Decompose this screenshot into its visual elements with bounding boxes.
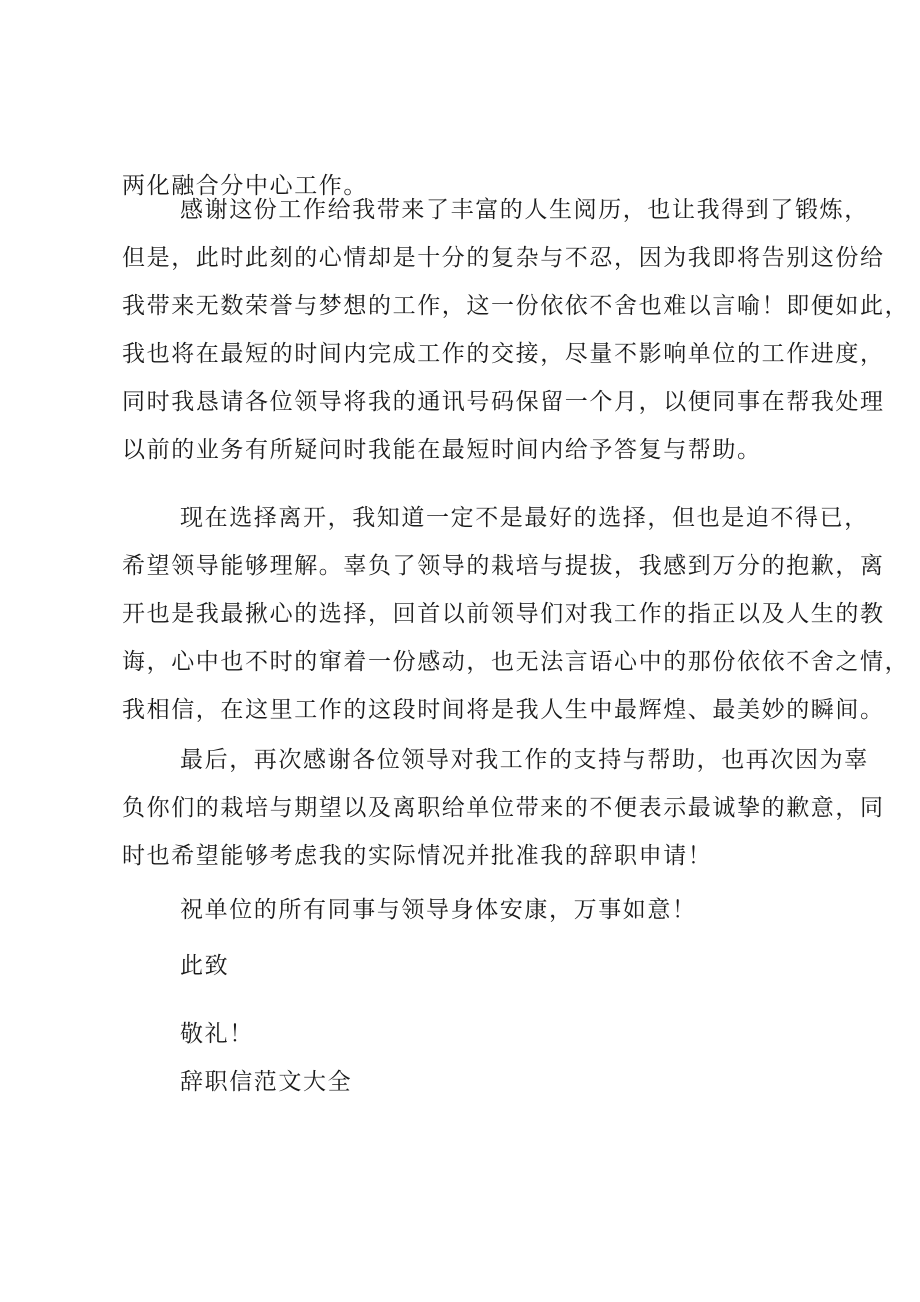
paragraph-3-line-2: 希望领导能够理解。辜负了领导的栽培与提拔，我感到万分的抱歉，离 [122, 553, 885, 579]
closing-jing-li: 敬礼！ [180, 1021, 254, 1047]
paragraph-2-line-2: 但是，此时此刻的心情却是十分的复杂与不忍，因为我即将告别这份给 [122, 245, 885, 271]
paragraph-2-line-5: 同时我恳请各位领导将我的通讯号码保留一个月，以便同事在帮我处理 [122, 389, 885, 415]
closing-ci-zhi: 此致 [180, 953, 230, 979]
paragraph-3-line-1: 现在选择离开，我知道一定不是最好的选择，但也是迫不得已， [180, 505, 869, 531]
paragraph-4-line-2: 负你们的栽培与期望以及离职给单位带来的不便表示最诚挚的歉意，同 [122, 795, 885, 821]
paragraph-2-line-6: 以前的业务有所疑问时我能在最短时间内给予答复与帮助。 [122, 437, 762, 463]
paragraph-4-line-3: 时也希望能够考虑我的实际情况并批准我的辞职申请！ [122, 843, 713, 869]
paragraph-3-line-3: 开也是我最揪心的选择，回首以前领导们对我工作的指正以及人生的教 [122, 601, 885, 627]
paragraph-3-line-4: 诲，心中也不时的窜着一份感动，也无法言语心中的那份依依不舍之情， [122, 649, 910, 675]
paragraph-2-line-3: 我带来无数荣誉与梦想的工作，这一份依依不舍也难以言喻！即便如此， [122, 293, 910, 319]
paragraph-1-line-1: 两化融合分中心工作。 [122, 173, 368, 199]
footer-title: 辞职信范文大全 [180, 1069, 353, 1095]
blessing-line: 祝单位的所有同事与领导身体安康，万事如意！ [180, 897, 697, 923]
paragraph-3-line-5: 我相信，在这里工作的这段时间将是我人生中最辉煌、最美妙的瞬间。 [122, 697, 885, 723]
paragraph-4-line-1: 最后，再次感谢各位领导对我工作的支持与帮助，也再次因为辜 [180, 747, 869, 773]
paragraph-2-line-1: 感谢这份工作给我带来了丰富的人生阅历，也让我得到了锻炼， [180, 197, 869, 223]
paragraph-2-line-4: 我也将在最短的时间内完成工作的交接，尽量不影响单位的工作进度， [122, 341, 885, 367]
